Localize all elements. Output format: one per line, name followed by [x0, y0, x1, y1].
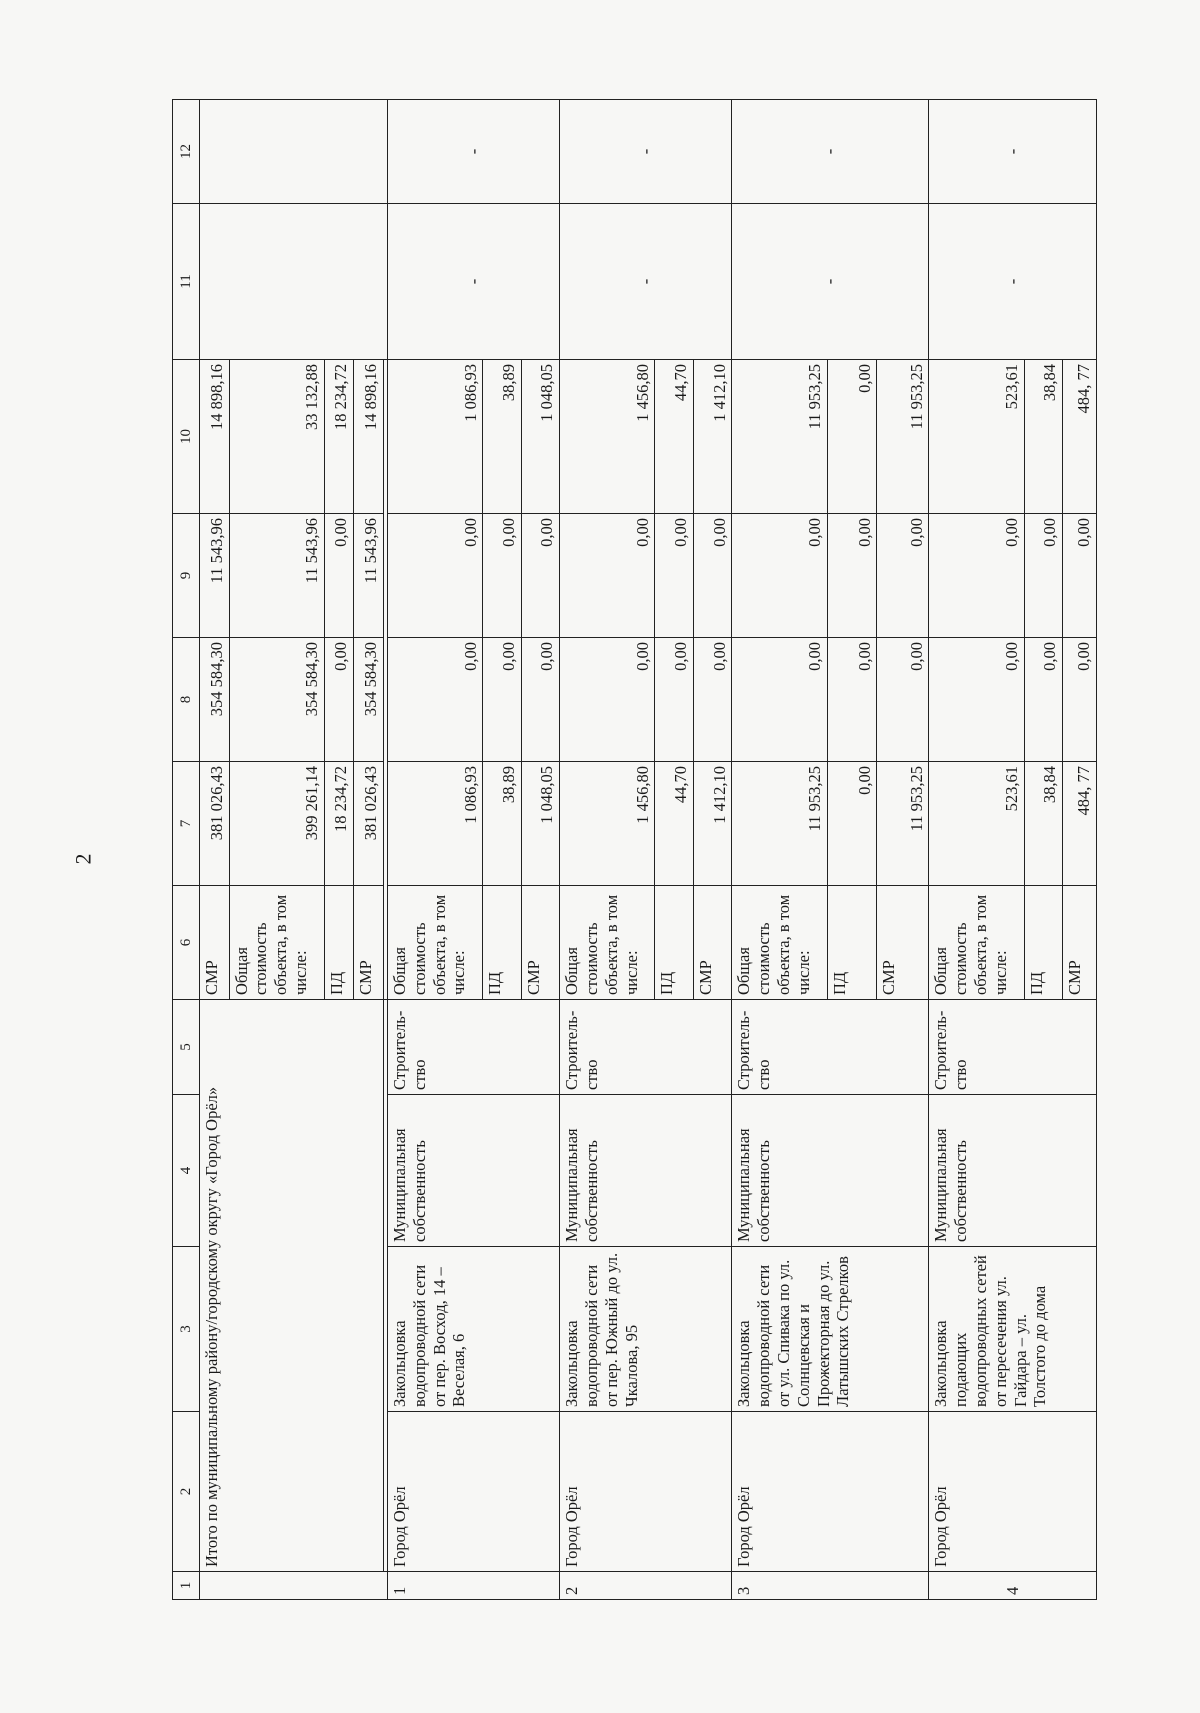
cost-type: СМР: [877, 886, 929, 1000]
dash-cell: -: [388, 204, 560, 360]
city-name: Город Орёл: [732, 1412, 929, 1572]
object-name: Закольцовка водопроводной сети от пер. Южный до ул. Чкалова, 95: [560, 1247, 732, 1412]
cost-type: СМР: [354, 886, 383, 1000]
work-kind: Строитель-ство: [929, 1000, 1097, 1095]
value-cell: 11 953,25: [732, 762, 827, 886]
value-cell: 0,00: [827, 360, 877, 514]
value-cell: 0,00: [521, 638, 559, 762]
cost-type: ПД: [324, 886, 353, 1000]
value-cell: 0,00: [732, 638, 827, 762]
value-cell: 0,00: [324, 514, 353, 638]
ownership: Муниципальная собственность: [929, 1095, 1097, 1247]
cost-type: СМР: [200, 886, 229, 1000]
col-number: 8: [173, 638, 200, 762]
cost-type: ПД: [1024, 886, 1062, 1000]
value-cell: 38,89: [483, 360, 521, 514]
dash-cell: -: [929, 100, 1097, 204]
value-cell: 18 234,72: [324, 360, 353, 514]
cost-type: Общая стоимость объекта, в том числе:: [388, 886, 483, 1000]
table-row: [560, 100, 655, 1600]
col-number: 6: [173, 886, 200, 1000]
value-cell: 0,00: [732, 514, 827, 638]
value-cell: 1 412,10: [693, 360, 731, 514]
value-cell: 0,00: [693, 638, 731, 762]
table-row: [388, 100, 483, 1600]
table-row: [200, 100, 229, 1600]
value-cell: 11 953,25: [877, 360, 929, 514]
table-row: [929, 100, 1024, 1600]
value-cell: 44,70: [655, 762, 693, 886]
object-number: 1: [388, 1572, 560, 1600]
object-name: Закольцовка водопроводной сети от пер. Восход, 14 – Веселая, 6: [388, 1247, 560, 1412]
page-number: 2: [70, 853, 96, 865]
city-name: Город Орёл: [388, 1412, 560, 1572]
value-cell: 484, 77: [1063, 762, 1097, 886]
value-cell: 0,00: [877, 514, 929, 638]
value-cell: 1 086,93: [388, 360, 483, 514]
dash-cell: -: [560, 204, 732, 360]
table-row: [732, 100, 827, 1600]
cost-type: Общая стоимость объекта, в том числе:: [229, 886, 324, 1000]
column-number-row: [173, 100, 200, 1600]
value-cell: 11 953,25: [732, 360, 827, 514]
value-cell: 0,00: [1024, 514, 1062, 638]
city-name: Город Орёл: [560, 1412, 732, 1572]
object-name: Закольцовка водопроводной сети от ул. Спивака по ул. Солнцевская и Прожекторная до ул. Латышских Стрелков: [732, 1247, 929, 1412]
value-cell: 0,00: [929, 514, 1024, 638]
value-cell: 11 953,25: [877, 762, 929, 886]
blank-cell: [200, 204, 388, 360]
col-number: 11: [173, 204, 200, 360]
city-name: Город Орёл: [929, 1412, 1097, 1572]
col-number: 4: [173, 1095, 200, 1247]
ownership: Муниципальная собственность: [388, 1095, 560, 1247]
col-number: 12: [173, 100, 200, 204]
cost-type: ПД: [655, 886, 693, 1000]
ownership: Муниципальная собственность: [560, 1095, 732, 1247]
value-cell: 11 543,96: [229, 514, 324, 638]
value-cell: 381 026,43: [200, 762, 229, 886]
value-cell: 354 584,30: [200, 638, 229, 762]
cost-type: Общая стоимость объекта, в том числе:: [732, 886, 827, 1000]
value-cell: 523,61: [929, 360, 1024, 514]
value-cell: 11 543,96: [354, 514, 383, 638]
value-cell: 38,89: [483, 762, 521, 886]
cost-type: ПД: [827, 886, 877, 1000]
object-number: 4: [929, 1572, 1097, 1600]
value-cell: 0,00: [655, 638, 693, 762]
value-cell: 14 898,16: [200, 360, 229, 514]
col-number: 1: [173, 1572, 200, 1600]
object-number: 3: [732, 1572, 929, 1600]
value-cell: 1 048,05: [521, 762, 559, 886]
value-cell: 44,70: [655, 360, 693, 514]
rotated-table-container: [172, 100, 1097, 1600]
col-number: 7: [173, 762, 200, 886]
value-cell: 0,00: [388, 514, 483, 638]
col-number: 9: [173, 514, 200, 638]
value-cell: 0,00: [560, 514, 655, 638]
value-cell: 0,00: [521, 514, 559, 638]
value-cell: 0,00: [827, 762, 877, 886]
value-cell: 354 584,30: [354, 638, 383, 762]
dash-cell: -: [388, 100, 560, 204]
value-cell: 14 898,16: [354, 360, 383, 514]
value-cell: 0,00: [693, 514, 731, 638]
value-cell: 523,61: [929, 762, 1024, 886]
value-cell: 38,84: [1024, 762, 1062, 886]
work-kind: Строитель-ство: [560, 1000, 732, 1095]
value-cell: 0,00: [560, 638, 655, 762]
cost-type: СМР: [693, 886, 731, 1000]
col-number: 2: [173, 1412, 200, 1572]
cost-type: СМР: [521, 886, 559, 1000]
dash-cell: -: [929, 204, 1097, 360]
value-cell: 18 234,72: [324, 762, 353, 886]
value-cell: 0,00: [1063, 514, 1097, 638]
value-cell: 1 086,93: [388, 762, 483, 886]
budget-table: [172, 99, 1097, 1600]
value-cell: 0,00: [483, 514, 521, 638]
value-cell: 0,00: [483, 638, 521, 762]
value-cell: 399 261,14: [229, 762, 324, 886]
value-cell: 1 456,80: [560, 360, 655, 514]
total-blank-cell: [200, 1572, 388, 1600]
value-cell: 0,00: [827, 514, 877, 638]
object-number: 2: [560, 1572, 732, 1600]
dash-cell: -: [732, 100, 929, 204]
cost-type: Общая стоимость объекта, в том числе:: [560, 886, 655, 1000]
total-label: Итого по муниципальному району/городскому округу «Город Орёл»: [200, 1000, 383, 1572]
value-cell: 1 048,05: [521, 360, 559, 514]
value-cell: 11 543,96: [200, 514, 229, 638]
dash-cell: -: [732, 204, 929, 360]
value-cell: 0,00: [1063, 638, 1097, 762]
cost-type: Общая стоимость объекта, в том числе:: [929, 886, 1024, 1000]
value-cell: 0,00: [324, 638, 353, 762]
value-cell: 0,00: [877, 638, 929, 762]
col-number: 5: [173, 1000, 200, 1095]
col-number: 3: [173, 1247, 200, 1412]
value-cell: 0,00: [388, 638, 483, 762]
value-cell: 0,00: [929, 638, 1024, 762]
cost-type: СМР: [1063, 886, 1097, 1000]
value-cell: 38,84: [1024, 360, 1062, 514]
value-cell: 381 026,43: [354, 762, 383, 886]
dash-cell: -: [560, 100, 732, 204]
value-cell: 484, 77: [1063, 360, 1097, 514]
value-cell: 1 412,10: [693, 762, 731, 886]
object-name: Закольцовка подающих водопроводных сетей от пересечения ул. Гайдара – ул. Толстого до дома: [929, 1247, 1097, 1412]
work-kind: Строитель-ство: [732, 1000, 929, 1095]
col-number: 10: [173, 360, 200, 514]
ownership: Муниципальная собственность: [732, 1095, 929, 1247]
cost-type: ПД: [483, 886, 521, 1000]
work-kind: Строитель-ство: [388, 1000, 560, 1095]
value-cell: 33 132,88: [229, 360, 324, 514]
value-cell: 0,00: [827, 638, 877, 762]
value-cell: 354 584,30: [229, 638, 324, 762]
value-cell: 0,00: [1024, 638, 1062, 762]
value-cell: 1 456,80: [560, 762, 655, 886]
value-cell: 0,00: [655, 514, 693, 638]
blank-cell: [200, 100, 388, 204]
